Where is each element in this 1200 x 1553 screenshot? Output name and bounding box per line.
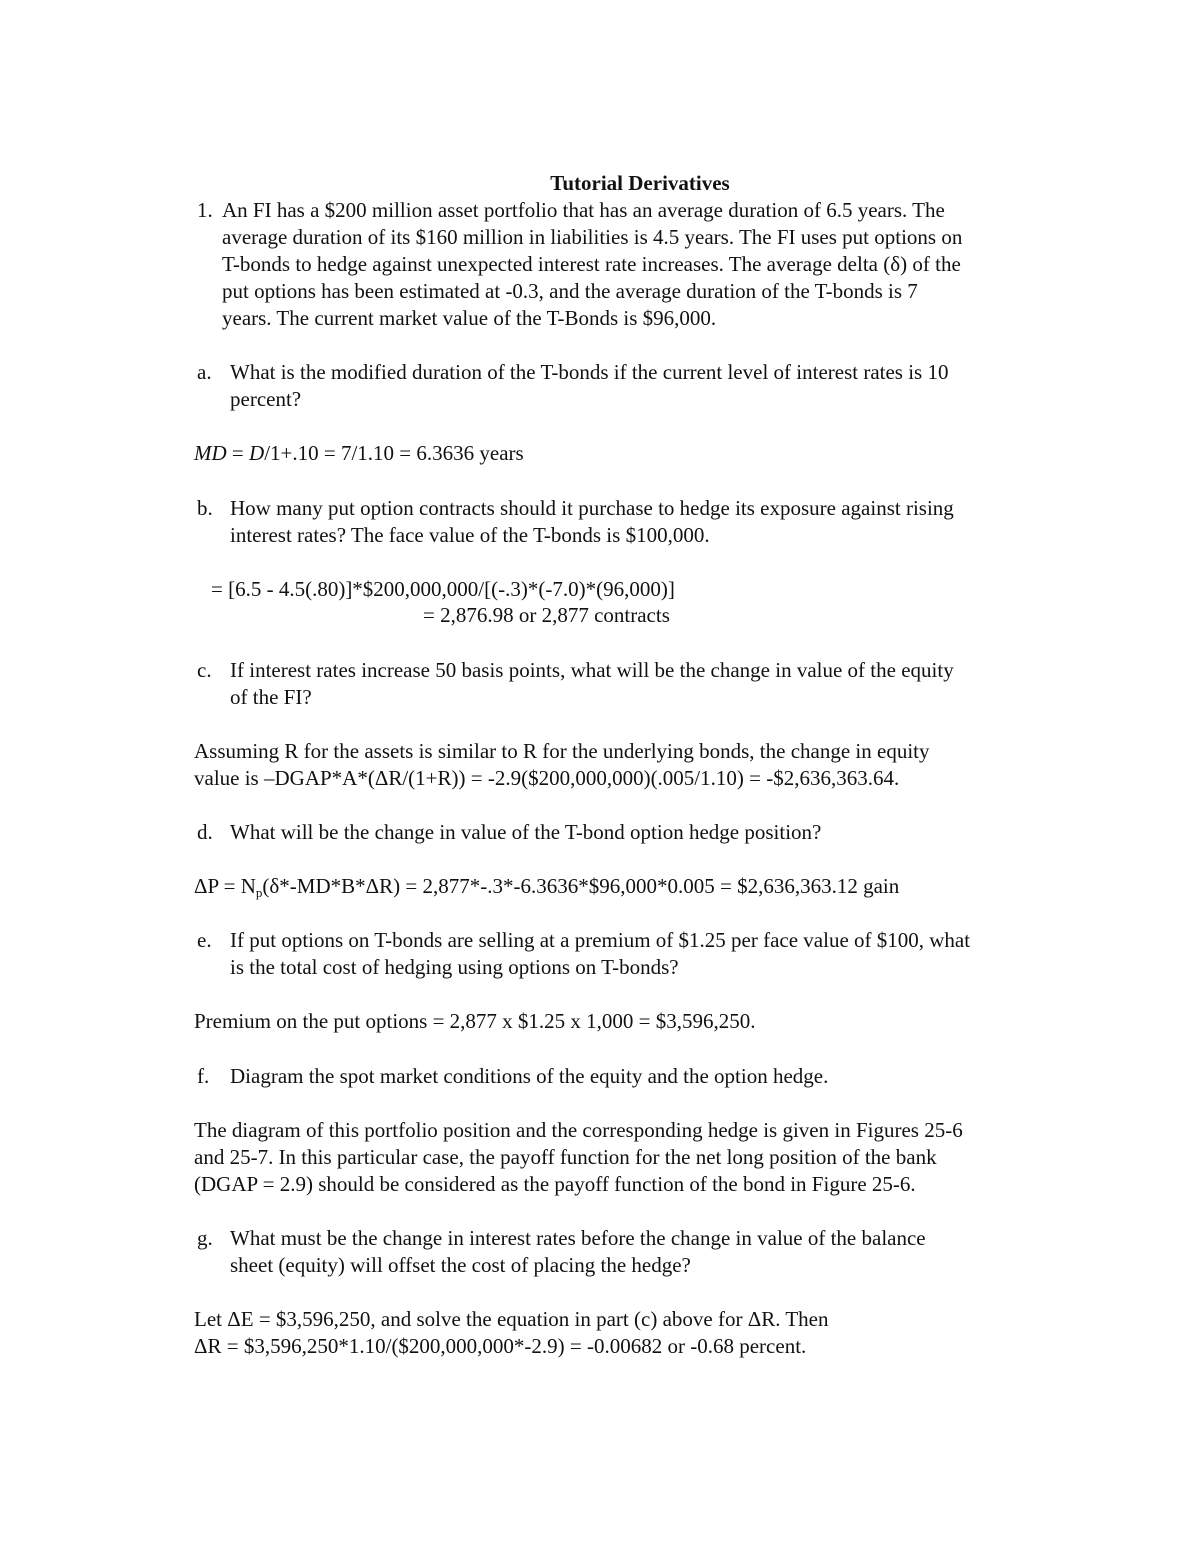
question-number: 1.	[197, 198, 213, 222]
part-e-answer: Premium on the put options = 2,877 x $1.25 x 1,000 = $3,596,250.	[194, 1009, 756, 1033]
part-letter: f.	[197, 1064, 210, 1088]
question-line: years. The current market value of the T-Bonds is $96,000.	[222, 306, 717, 330]
part-letter: g.	[197, 1226, 213, 1250]
part-letter: b.	[197, 496, 213, 520]
question-line: average duration of its $160 million in liabilities is 4.5 years. The FI uses put options on	[222, 225, 963, 249]
part-b-question: How many put option contracts should it purchase to hedge its exposure against rising	[230, 496, 954, 520]
part-letter: d.	[197, 820, 213, 844]
part-b-question: interest rates? The face value of the T-bonds is $100,000.	[230, 523, 710, 547]
part-g-question: What must be the change in interest rates before the change in value of the balance	[230, 1226, 926, 1250]
part-a-question: percent?	[230, 387, 302, 411]
part-letter: c.	[197, 658, 212, 682]
part-e-question: If put options on T-bonds are selling at a premium of $1.25 per face value of $100, what	[230, 928, 971, 952]
part-b-answer: = [6.5 - 4.5(.80)]*$200,000,000/[(-.3)*(-7.0)*(96,000)]	[211, 577, 675, 601]
question-line: put options has been estimated at -0.3, and the average duration of the T-bonds is 7	[222, 279, 918, 303]
part-d-answer: $\Delta P = N_p(\delta*-MD*B*\Delta R)$ = 2,877*-.3*-6.3636*$96,000*0.005 = $2,636,363.12 gain	[194, 874, 900, 900]
part-f-answer: and 25-7. In this particular case, the payoff function for the net long position of the bank	[194, 1145, 937, 1169]
part-a-question: What is the modified duration of the T-bonds if the current level of interest rates is 10	[230, 360, 949, 384]
part-d-question: What will be the change in value of the T-bond option hedge position?	[230, 820, 822, 844]
part-c-question: If interest rates increase 50 basis points, what will be the change in value of the equity	[230, 658, 954, 682]
part-g-question: sheet (equity) will offset the cost of placing the hedge?	[230, 1253, 691, 1277]
part-letter: e.	[197, 928, 212, 952]
part-a-answer: MD = D/1+.10 = 7/1.10 = 6.3636 years	[194, 441, 524, 465]
part-f-answer: (DGAP = 2.9) should be considered as the payoff function of the bond in Figure 25-6.	[194, 1172, 916, 1196]
part-b-answer: = 2,876.98 or 2,877 contracts	[423, 603, 670, 627]
part-g-answer: Let ΔE = $3,596,250, and solve the equation in part (c) above for ΔR. Then	[194, 1307, 829, 1331]
part-c-answer: value is –DGAP*A*(ΔR/(1+R)) = -2.9($200,000,000)(.005/1.10) = -$2,636,363.64.	[194, 766, 900, 790]
question-line: T-bonds to hedge against unexpected interest rate increases. The average delta (δ) of the	[222, 252, 961, 276]
part-g-answer: ΔR = $3,596,250*1.10/($200,000,000*-2.9) = -0.00682 or -0.68 percent.	[194, 1334, 807, 1358]
part-c-answer: Assuming R for the assets is similar to R for the underlying bonds, the change in equity	[194, 739, 930, 763]
part-f-question: Diagram the spot market conditions of the equity and the option hedge.	[230, 1064, 829, 1088]
part-letter: a.	[197, 360, 212, 384]
part-f-answer: The diagram of this portfolio position and the corresponding hedge is given in Figures 25-6	[194, 1118, 963, 1142]
page-title: Tutorial Derivatives	[550, 171, 730, 195]
question-line: An FI has a $200 million asset portfolio that has an average duration of 6.5 years. The	[222, 198, 945, 222]
part-c-question: of the FI?	[230, 685, 312, 709]
part-e-question: is the total cost of hedging using options on T-bonds?	[230, 955, 679, 979]
